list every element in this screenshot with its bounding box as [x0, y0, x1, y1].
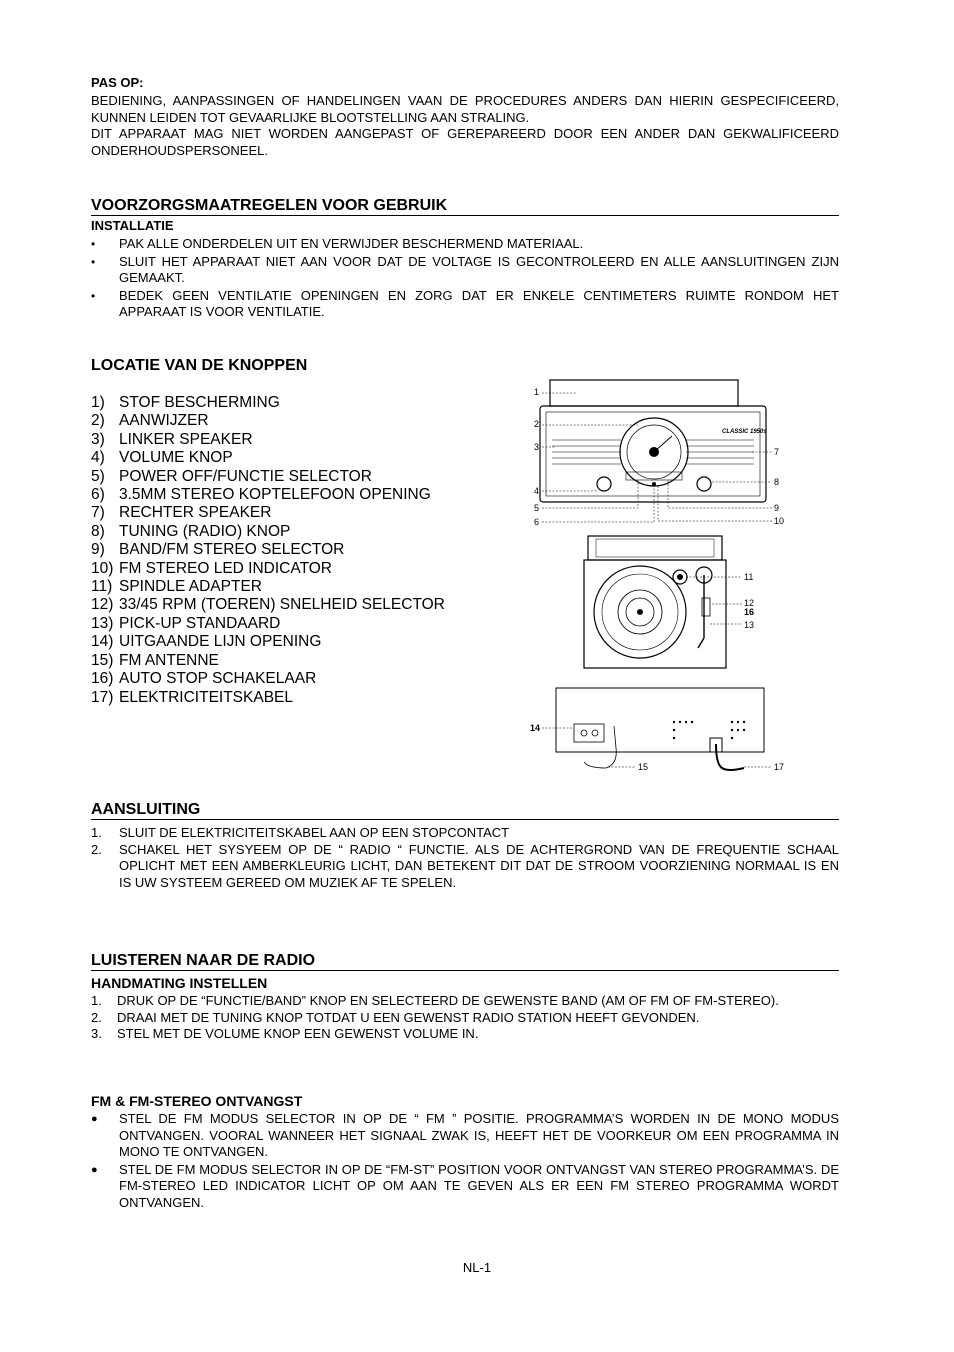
list-item: 5) POWER OFF/FUNCTIE SELECTOR: [91, 467, 372, 485]
callout-label: 13: [744, 620, 755, 630]
caution-text-1: BEDIENING, AANPASSINGEN OF HANDELINGEN VAAN DE PROCEDURES ANDERS DAN HIERIN GESPECIFICEERD, KUNNEN LEIDEN TOT GEVAARLIJKE BLOOTSTELLING AAN STRALING.: [91, 93, 839, 125]
list-item: 3) LINKER SPEAKER: [91, 430, 253, 448]
callout-label: 3: [534, 442, 540, 452]
top-view-diagram: [584, 536, 754, 668]
caution-text-2: DIT APPARAAT MAG NIET WORDEN AANGEPAST OF GEREPAREERD DOOR EEN ANDER DAN GEKWALIFICEERD ONDERHOUDSPERSONEEL.: [91, 126, 839, 158]
brand-label: CLASSIC 1950s: [722, 429, 767, 435]
callout-label: 16: [744, 607, 755, 617]
callout-label: 2: [534, 419, 540, 429]
list-item: 1. DRUK OP DE “FUNCTIE/BAND” KNOP EN SELECTEERD DE GEWENSTE BAND (AM OF FM OF FM-STEREO).: [91, 993, 779, 1008]
installation-subheading: INSTALLATIE: [91, 218, 174, 233]
list-item: 3. STEL MET DE VOLUME KNOP EEN GEWENST VOLUME IN.: [91, 1026, 479, 1042]
callout-label: 8: [774, 477, 780, 487]
list-item: 16) AUTO STOP SCHAKELAAR: [91, 670, 317, 688]
fm-list: [91, 1111, 839, 1212]
radio-list: [91, 993, 839, 1043]
list-item: 1. SLUIT DE ELEKTRICITEITSKABEL AAN OP EEN STOPCONTACT: [91, 825, 510, 840]
list-item: • PAK ALLE ONDERDELEN UIT EN VERWIJDER BESCHERMEND MATERIAAL.: [91, 236, 839, 253]
list-item: 14) UITGAANDE LIJN OPENING: [91, 633, 322, 651]
list-item: 8) TUNING (RADIO) KNOP: [91, 522, 291, 540]
connection-heading: AANSLUITING: [91, 801, 839, 820]
caution-title: PAS OP:: [91, 75, 144, 90]
list-item: • SLUIT HET APPARAAT NIET AAN VOOR DAT DE VOLTAGE IS GECONTROLEERD EN ALLE AANSLUITINGEN ZIJN GEMAAKT.: [91, 254, 839, 287]
list-item: 10) FM STEREO LED INDICATOR: [91, 559, 333, 577]
precautions-heading: VOORZORGSMAATREGELEN VOOR GEBRUIK: [91, 197, 839, 216]
callout-label: 6: [534, 517, 540, 527]
list-item: 2. DRAAI MET DE TUNING KNOP TOTDAT U EEN GEWENST RADIO STATION HEEFT GEVONDEN.: [91, 1009, 700, 1025]
connection-list: [91, 825, 839, 891]
callout-label: 1: [534, 387, 540, 397]
callout-label: 9: [774, 503, 780, 513]
callout-label: 15: [638, 762, 649, 772]
list-item: 7) RECHTER SPEAKER: [91, 504, 272, 522]
callout-label: 11: [744, 572, 754, 582]
callout-label: 14: [530, 723, 541, 733]
list-item: ● STEL DE FM MODUS SELECTOR IN OP DE “FM-ST” POSITION VOOR ONTVANGST VAN STEREO PROGRAMMA’S. DE FM-STEREO LED INDICATOR LICHT OP OM AAN TE GEVEN ALS ER EEN FM STEREO PROGRAMMA WORDT ONTVANGEN.: [91, 1162, 839, 1212]
list-item: 17) ELEKTRICITEITSKABEL: [91, 688, 293, 706]
fm-reception-subheading: FM & FM-STEREO ONTVANGST: [91, 1093, 303, 1109]
precautions-list: [91, 236, 839, 321]
callout-label: 5: [534, 503, 540, 513]
callout-label: 7: [774, 447, 780, 457]
list-item: ● STEL DE FM MODUS SELECTOR IN OP DE “ FM ” POSITIE. PROGRAMMA’S WORDEN IN DE MONO MODUS ONTVANGEN. VOORAL WANNEER HET SIGNAAL ZWAK IS, HEEFT HET DE VOORKEUR OM EEN PROGRAMMA IN MONO TE ONTVANGEN.: [91, 1111, 839, 1161]
list-item: 13) PICK-UP STANDAARD: [91, 614, 281, 632]
radio-heading: LUISTEREN NAAR DE RADIO: [91, 952, 839, 971]
front-view-diagram: [534, 380, 784, 527]
callout-label: 12: [744, 598, 755, 608]
list-item: 4) VOLUME KNOP: [91, 449, 233, 467]
manual-tuning-subheading: HANDMATING INSTELLEN: [91, 975, 268, 991]
list-item: 6) 3.5MM STEREO KOPTELEFOON OPENING: [91, 486, 431, 504]
list-item: 9) BAND/FM STEREO SELECTOR: [91, 541, 345, 559]
list-item: • BEDEK GEEN VENTILATIE OPENINGEN EN ZORG DAT ER ENKELE CENTIMETERS RUIMTE RONDOM HET APPARAAT IS VOOR VENTILATIE.: [91, 288, 839, 321]
device-diagram: [526, 376, 788, 776]
list-item: 2. SCHAKEL HET SYSYEEM OP DE “ RADIO “ FUNCTIE. ALS DE ACHTERGROND VAN DE FREQUENTIE SCHAAL OPLICHT MET EEN AMBERKLEURIG LICHT, DAN BETEKENT DIT DAT DE STROOM VOORZIENING NORMAAL IS EN IS UW SYSTEEM GEREED OM MUZIEK AF TE SPELEN.: [91, 841, 839, 890]
page-number: NL-1: [462, 1260, 492, 1275]
list-item: 11) SPINDLE ADAPTER: [91, 578, 262, 596]
back-view-diagram: [530, 688, 784, 772]
list-item: 15) FM ANTENNE: [91, 651, 219, 669]
callout-label: 4: [534, 486, 540, 496]
list-item: 2) AANWIJZER: [91, 412, 209, 430]
controls-heading: LOCATIE VAN DE KNOPPEN: [91, 357, 308, 374]
controls-list: [91, 394, 445, 707]
callout-label: 17: [774, 762, 785, 772]
list-item: 12) 33/45 RPM (TOEREN) SNELHEID SELECTOR: [91, 596, 445, 614]
callout-label: 10: [774, 516, 785, 526]
list-item: 1) STOF BESCHERMING: [91, 394, 280, 411]
